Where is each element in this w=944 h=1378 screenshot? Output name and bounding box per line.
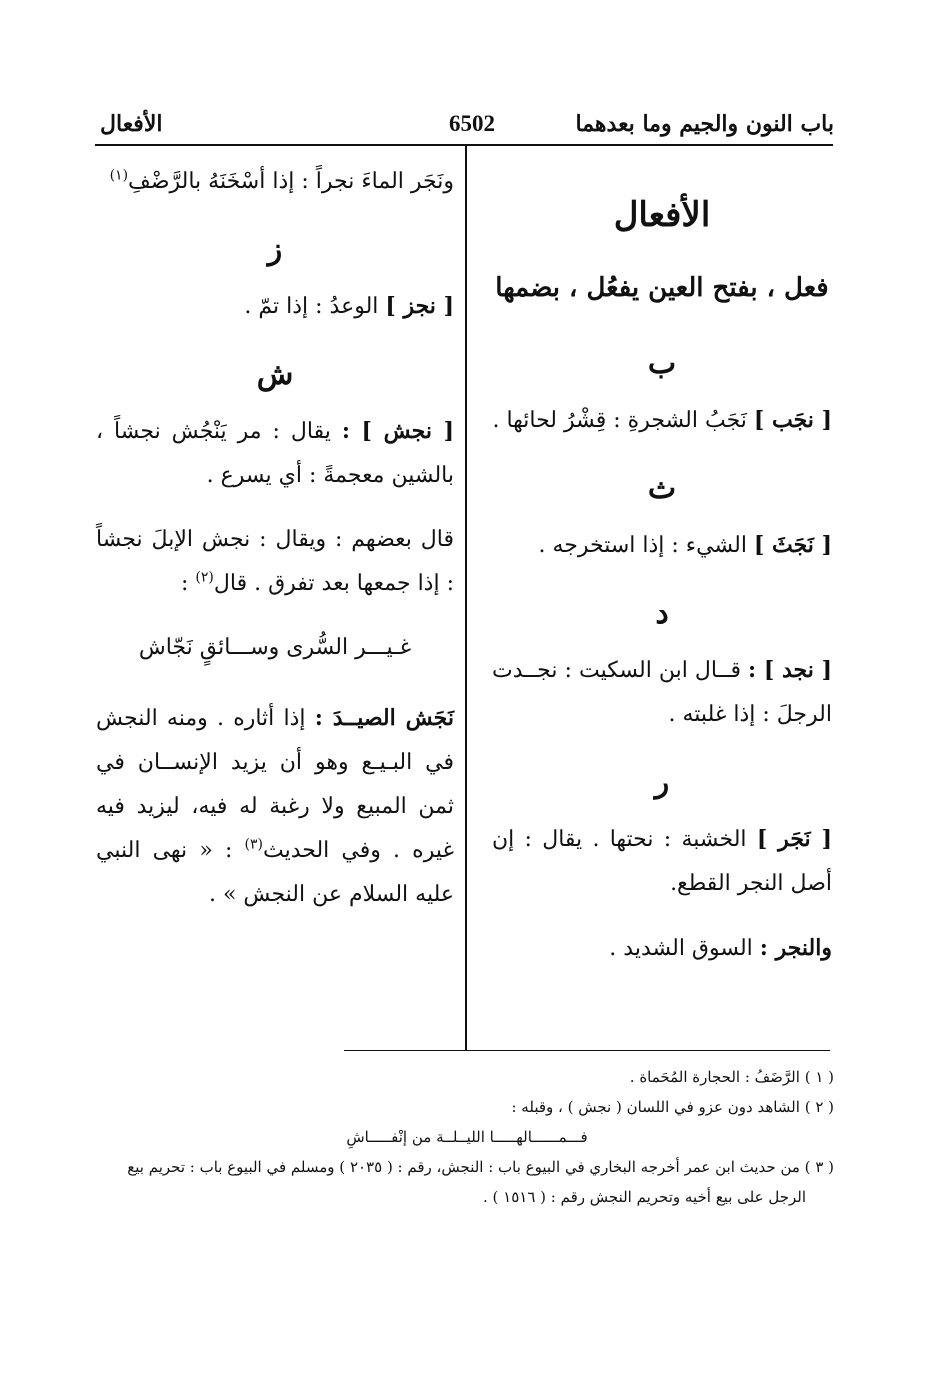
entry-text: ونَجَر الماءَ نجراً : إذا أسْخَنَهُ بالرَّضْفِ — [128, 169, 454, 194]
letter-heading-sh: ش — [256, 357, 294, 392]
entry-head: [ نَجَر ] — [756, 826, 832, 852]
entry-najar-water — [96, 160, 454, 204]
letter-heading-z: ز — [267, 232, 283, 267]
letter-heading-d: د — [655, 596, 669, 631]
footnote-1: ( ١ ) الرَّضَفُ : الحجارة المُحَماة . — [629, 1068, 834, 1086]
page-number: 6502 — [449, 111, 495, 136]
entry-text: الشيء : إذا استخرجه . — [538, 533, 754, 558]
entry-najash-ibil — [96, 518, 454, 606]
section-title: الأفعال — [613, 195, 711, 235]
entry-najad — [492, 648, 832, 737]
header-rule — [95, 144, 833, 146]
column-divider — [465, 145, 467, 1050]
footnote-ref-1[interactable]: (١) — [109, 167, 129, 184]
entry-text: قال بعضهم : ويقال : نجش الإبلَ نجشاً : إذا جمعها بعد تفرق . قال — [96, 527, 454, 596]
entry-najash-sayd — [96, 696, 454, 917]
entry-text-hadith: : « نهى النبي عليه السلام عن النجش » . — [96, 838, 454, 907]
entry-najar — [492, 817, 832, 906]
running-header-chapter: باب النون والجيم وما بعدهما — [575, 111, 834, 137]
footnote-2: ( ٢ ) الشاهد دون عزو في اللسان ( نجش ) ، وقبله : — [511, 1098, 834, 1116]
entry-text: يقال : مر يَنْجُش نجشاً ، بالشين معجمةً : أي يسرع . — [96, 419, 454, 488]
footnote-ref-2[interactable]: (٢) — [195, 569, 214, 586]
letter-heading-th: ث — [647, 471, 677, 506]
entry-najash — [96, 409, 454, 498]
entry-najath — [492, 523, 832, 568]
footnote-ref-3[interactable]: (٣) — [244, 836, 263, 853]
left-column — [96, 160, 454, 937]
entry-text: الخشبة : نحتها . يقال : إن أصل النجر القطع. — [492, 827, 832, 896]
footnote-rule — [344, 1050, 830, 1051]
entry-al-najr — [492, 926, 832, 971]
running-header-section: الأفعال — [100, 111, 163, 137]
right-column — [492, 160, 832, 991]
entry-head: [ نجَب ] — [753, 407, 832, 433]
entry-head: [ نَجَثَ ] — [753, 532, 832, 558]
poem-verse: غـيـــر السُّرى وســـائقٍ نَجّاش — [138, 635, 412, 660]
entry-text: قــال ابن السكيت : نجــدت الرجلَ : إذا غلبته . — [492, 658, 832, 727]
entry-text: إذا أثاره . ومنه النجش في البـيـع وهو أن يزيد الإنســان في ثمن المبيع ولا رغبة له فيه، ليزيد فيه غيره . وفي الحديث — [96, 706, 454, 863]
entry-text: نَجَبُ الشجرةِ : قِشْرُ لحائها . — [492, 408, 754, 433]
entry-head: [ نجز ] — [385, 293, 454, 319]
section-subtitle: فعل ، بفتح العين يفعُل ، بضمها — [495, 273, 829, 303]
letter-heading-b: ب — [647, 346, 677, 381]
entry-najab — [492, 398, 832, 443]
entry-najaz — [96, 284, 454, 329]
entry-text: الوعدُ : إذا تمّ . — [244, 294, 386, 319]
entry-head: نَجَش الصيــدَ : — [314, 705, 454, 731]
footnotes — [100, 1062, 834, 1212]
entry-head: [ نجد ] : — [748, 657, 832, 683]
entry-head: والنجر : — [759, 935, 832, 961]
footnote-3: ( ٣ ) من حديث ابن عمر أخرجه البخاري في البيوع باب : النجش، رقم : ( ٢٠٣٥ ) ومسلم في البيوع باب : تحريم بيع — [127, 1158, 834, 1176]
entry-text-end: : — [181, 571, 196, 596]
footnote-2-verse: فـــمــــــالهـــــا الليــلــة من إنْفـــــاشِ — [346, 1128, 588, 1146]
footnote-3-continued: الرجل على بيع أخيه وتحريم النجش رقم : ( ١٥١٦ ) . — [483, 1188, 806, 1206]
entry-head: [ نجش ] : — [341, 418, 455, 444]
entry-text: السوق الشديد . — [609, 936, 760, 961]
letter-heading-r: ر — [654, 765, 670, 800]
